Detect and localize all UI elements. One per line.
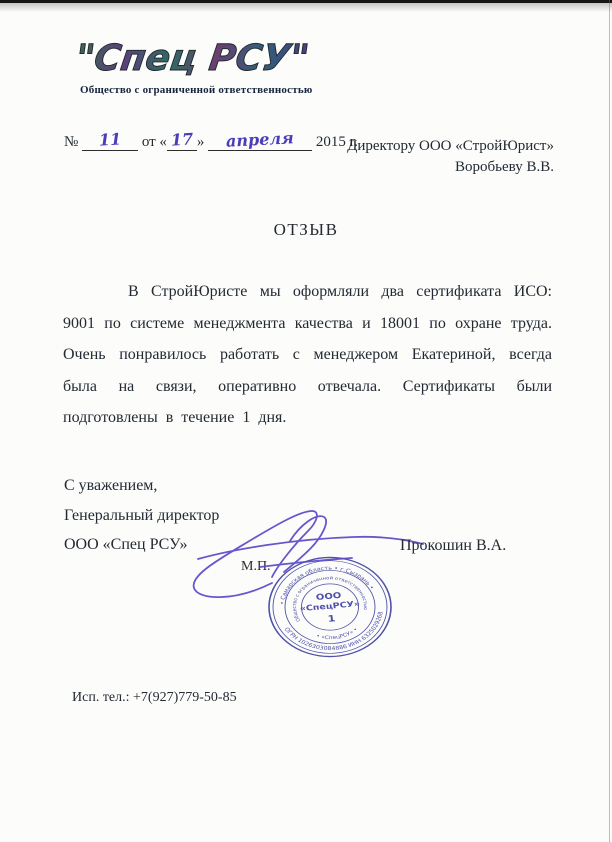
day-blank	[167, 129, 197, 151]
company-logo	[64, 28, 312, 91]
closing-regards: С уважением,	[64, 477, 158, 494]
closing-company: ООО «Спец РСУ»	[64, 536, 188, 553]
addressee-line2: Воробьеву В.В.	[455, 159, 554, 175]
scan-edge-artifact-right	[609, 0, 610, 842]
logo-svg	[64, 28, 312, 86]
document-title: ОТЗЫВ	[273, 220, 339, 239]
company-subtitle: Общество с ограниченной ответственностью	[80, 84, 313, 96]
stamp-inner-top-text: Общество с ограниченной ответственностью	[292, 576, 368, 622]
seal-mark-mp: М.П.	[241, 559, 271, 574]
signature-stroke-loop	[194, 511, 317, 597]
stamp-center-line3: 1	[327, 614, 337, 625]
closing-position: Генеральный директор	[64, 506, 220, 524]
signature-stroke-underline	[260, 558, 352, 567]
month-handwritten: апреля	[225, 128, 295, 151]
stamp-center-line2: «СпецРСУ»	[299, 599, 361, 614]
month-blank	[208, 128, 312, 151]
from-label: от «	[141, 134, 167, 150]
stamp-outer-top-text: • Самарская область • г.Сызрань •	[279, 566, 375, 605]
stamp-outer-bottom-text: ОГРН 1026303084886 ИНН 6325029268	[282, 611, 385, 652]
stamp-center-line1: ООО	[315, 591, 342, 603]
stamp-inner-bottom-text: • «СпецРСУ» •	[315, 627, 360, 641]
number-label: №	[64, 134, 79, 150]
logo-text: "Спец РСУ"	[72, 36, 312, 79]
scan-shadow-top	[0, 3, 612, 12]
addressee-line1: Директору ООО «СтройЮрист»	[347, 138, 554, 154]
day-handwritten: 17	[170, 129, 194, 150]
number-blank	[82, 129, 138, 151]
addressee-block	[347, 136, 554, 178]
signature-ink	[172, 499, 428, 609]
year-label: 2015 г.	[315, 134, 358, 150]
close-quote: »	[196, 134, 205, 150]
reference-line	[64, 128, 358, 151]
signer-name: Прокошин В.А.	[400, 537, 507, 554]
number-handwritten: 11	[98, 129, 122, 150]
body-paragraph: В СтройЮристе мы оформляли два сертификата ИСО: 9001 по системе менеджмента качества и 18001 по охране труда. Очень понравилось работать с менеджером Екатериной, всегда была на связи, оперативно отвечала. Сертификаты были подготовлены в течение 1 дня.	[63, 283, 552, 426]
contact-phone: Исп. тел.: +7(927)779-50-85	[72, 690, 237, 705]
